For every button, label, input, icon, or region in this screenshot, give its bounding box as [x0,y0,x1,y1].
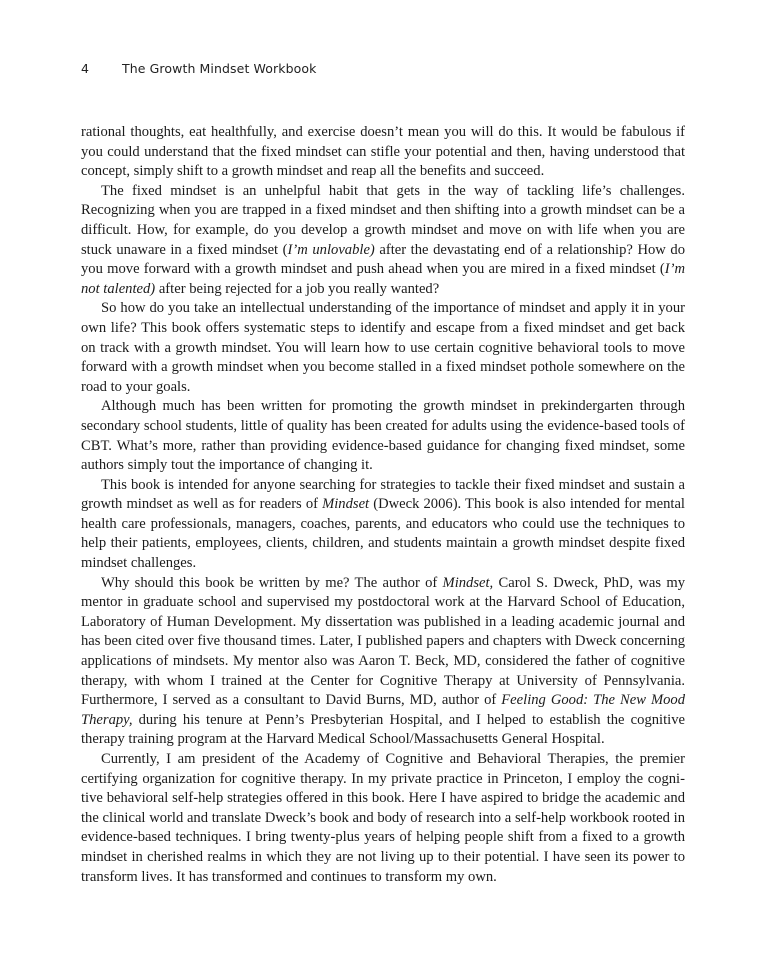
text-run: Why should this book be written by me? The author of [101,574,443,591]
paragraph [81,123,685,182]
body-text [81,123,685,887]
text-run: Although much has been written for promoting the growth mindset in prekindergarten through secondary school students, little of quality has been created for adults using the evidence-based tools of CBT. What’s more, rather than providing evidence-based guidance for changing fixed mindset, some authors simply tout the importance of changing it. [81,398,685,474]
text-run: Currently, I am president of the Academy of Cognitive and Behavioral Therapies, the premier certifying organization for cognitive therapy. In my private practice in Princeton, I employ the cognitive behavioral self-help strategies offered in this book. Here I have aspired to bridge the academic and the clinical world and translate Dweck’s book and body of research into a self-help workbook rooted in evidence-based techniques. I bring twenty-plus years of helping people shift from a fixed to a growth mindset in cherished realms in which they are not living up to their potential. I have seen its power to transform lives. It has transformed and continues to transform my own. [81,751,685,885]
paragraph [81,299,685,397]
text-run: This book is intended for anyone searching for strategies to tackle their fixed mindset and sustain a growth mindset as well as for readers of [81,476,685,513]
paragraph [81,574,685,750]
italic-text-run: Mindset, [442,574,494,591]
paragraph [81,397,685,475]
paragraph [81,476,685,574]
italic-text-run: I’m unlovable) [287,241,375,258]
text-run: The fixed mindset is an unhelpful habit that gets in the way of tackling life’s challenges. Recognizing when you are trapped in a fixed mindset and then shifting into a growth mindset can be a difficult. How, for example, do you develop a growth mindset and move on with life when you are stuck unaware in a fixed mindset ( [81,182,685,258]
text-run: during his tenure at Penn’s Presbyterian Hospital, and I helped to establish the cognitive therapy training program at the Harvard Medical School/Massachusetts General Hospital. [81,711,685,748]
text-run: after being rejected for a job you really wanted? [155,280,440,297]
text-run: rational thoughts, eat healthfully, and exercise doesn’t mean you will do this. It would be fabulous if you could understand that the fixed mindset can stifle your potential and then, having understood that concept, simply shift to a growth mindset and reap all the benefits and succeed. [81,124,685,180]
italic-text-run: Mindset [322,496,370,513]
running-head [81,61,316,76]
book-title: The Growth Mindset Workbook [122,61,317,76]
italic-text-run: I’m not talented) [81,261,685,297]
paragraph [81,182,685,300]
italic-text-run: Feeling Good: The New Mood Therapy, [81,692,685,728]
text-run: Carol S. Dweck, PhD, was my mentor in graduate school and supervised my postdoctoral work at the Harvard School of Education, Laboratory of Human Development. My dissertation was published in a leading academic journal and has been cited over five thousand times. Later, I published papers and chapters with Dweck concerning applications of mindsets. My mentor also was Aaron T. Beck, MD, considered the father of cognitive therapy, with whom I trained at the Center for Cognitive Therapy at University of Pennsylvania. Furthermore, I served as a consultant to David Burns, MD, author of [81,574,685,709]
text-run: So how do you take an intellectual understanding of the importance of mindset and apply it in your own life? This book offers systematic steps to identify and escape from a fixed mindset and get back on track with a growth mindset. You will learn how to use certain cognitive behavioral tools to move forward with a growth mindset when you become stalled in a fixed mindset pothole somewhere on the road to your goals. [81,300,685,395]
text-run: (Dweck 2006). This book is also intended for mental health care professionals, managers, coaches, parents, and educators who could use the techniques to help their patients, employees, clients, children, and students maintain a growth mindset despite fixed mindset challenges. [81,496,685,572]
text-run: after the devastating end of a relationship? How do you move forward with a growth mindset and push ahead when you are mired in a fixed mindset ( [81,241,685,278]
paragraph [81,750,685,887]
page-number: 4 [81,61,90,76]
